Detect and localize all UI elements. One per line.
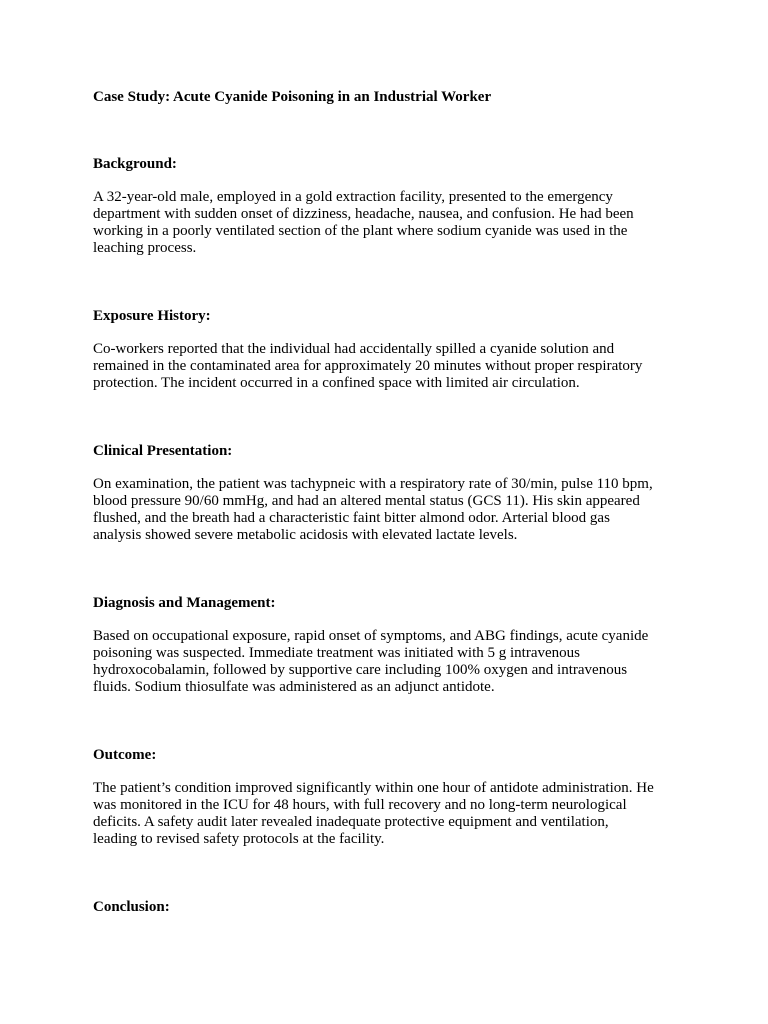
section-body-outcome <box>93 780 693 848</box>
paragraph-line: flushed, and the breath had a characteristic faint bitter almond odor. Arterial blood gas <box>93 510 610 526</box>
section-body-background <box>93 189 693 257</box>
paragraph-line: Co-workers reported that the individual had accidentally spilled a cyanide solution and <box>93 341 615 357</box>
paragraph-line: deficits. A safety audit later revealed inadequate protective equipment and ventilation, <box>93 814 609 830</box>
section-heading-outcome: Outcome: <box>93 747 157 763</box>
paragraph-line: On examination, the patient was tachypneic with a respiratory rate of 30/min, pulse 110 bpm, <box>93 476 653 492</box>
paragraph-line: blood pressure 90/60 mmHg, and had an altered mental status (GCS 11). His skin appeared <box>93 493 640 509</box>
section-heading-conclusion: Conclusion: <box>93 899 170 915</box>
paragraph-line: department with sudden onset of dizziness, headache, nausea, and confusion. He had been <box>93 206 634 222</box>
paragraph-line: leading to revised safety protocols at the facility. <box>93 831 385 847</box>
paragraph-line: analysis showed severe metabolic acidosis with elevated lactate levels. <box>93 527 518 543</box>
paragraph-line: fluids. Sodium thiosulfate was administered as an adjunct antidote. <box>93 679 495 695</box>
paragraph-line: leaching process. <box>93 240 197 256</box>
paragraph-line: The patient’s condition improved significantly within one hour of antidote administration. He <box>93 780 654 796</box>
paragraph-line: remained in the contaminated area for approximately 20 minutes without proper respiratory <box>93 358 643 374</box>
paragraph-line: hydroxocobalamin, followed by supportive care including 100% oxygen and intravenous <box>93 662 628 678</box>
paragraph-line: A 32-year-old male, employed in a gold extraction facility, presented to the emergency <box>93 189 613 205</box>
section-body-exposure-history <box>93 341 693 392</box>
paragraph-line: was monitored in the ICU for 48 hours, with full recovery and no long-term neurological <box>93 797 627 813</box>
paragraph-line: poisoning was suspected. Immediate treatment was initiated with 5 g intravenous <box>93 645 580 661</box>
paragraph-line: working in a poorly ventilated section of the plant where sodium cyanide was used in the <box>93 223 628 239</box>
section-heading-background: Background: <box>93 156 177 172</box>
section-heading-clinical-presentation: Clinical Presentation: <box>93 443 233 459</box>
paragraph-line: Based on occupational exposure, rapid onset of symptoms, and ABG findings, acute cyanide <box>93 628 649 644</box>
section-heading-diagnosis-management: Diagnosis and Management: <box>93 595 276 611</box>
document-title: Case Study: Acute Cyanide Poisoning in an Industrial Worker <box>93 89 492 105</box>
paragraph-line: protection. The incident occurred in a confined space with limited air circulation. <box>93 375 580 391</box>
section-body-diagnosis-management <box>93 628 693 696</box>
section-body-clinical-presentation <box>93 476 693 544</box>
section-heading-exposure-history: Exposure History: <box>93 308 211 324</box>
